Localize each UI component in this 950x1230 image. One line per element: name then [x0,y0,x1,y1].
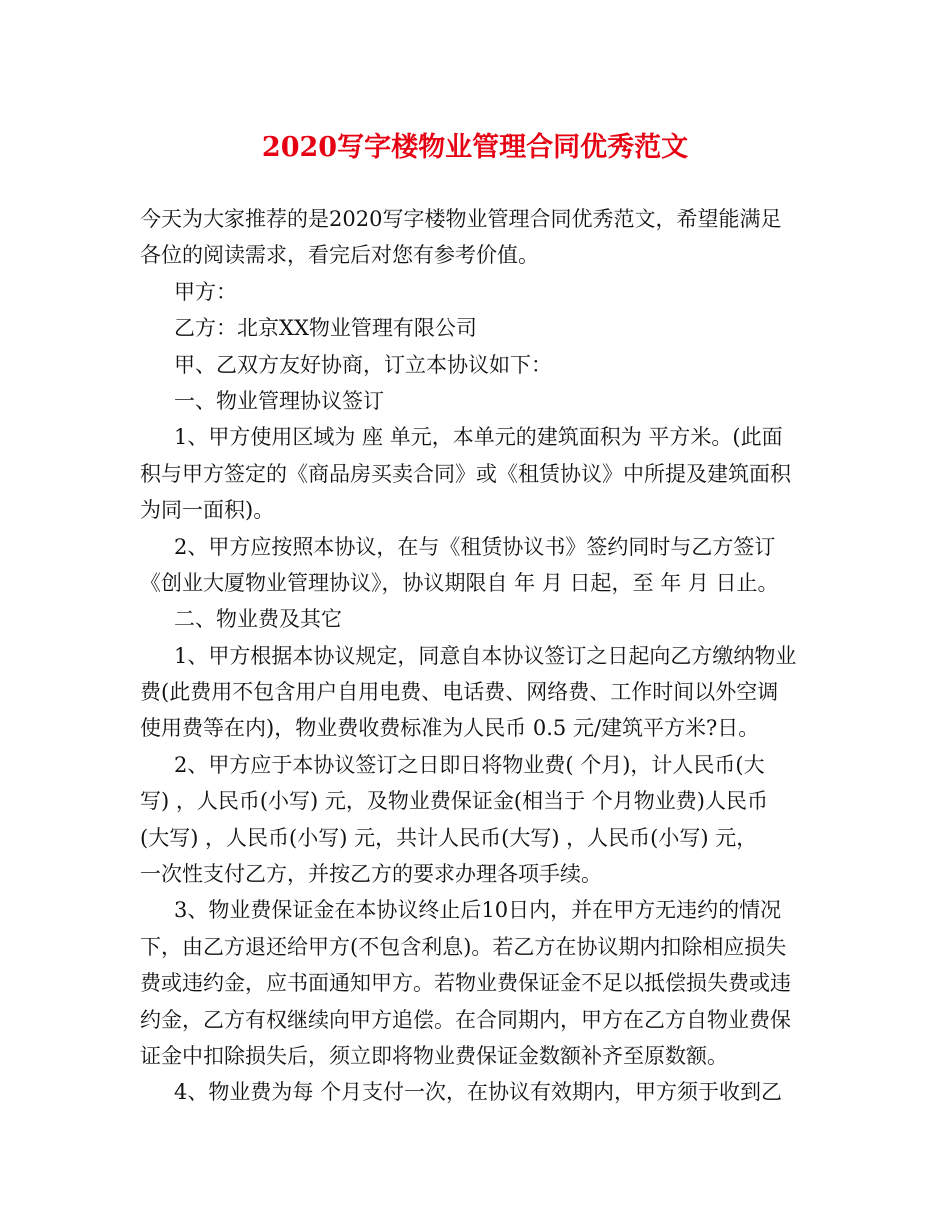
document-title: 2020写字楼物业管理合同优秀范文 [261,132,689,163]
paragraph-line: 积与甲方签定的《商品房买卖合同》或《租赁协议》中所提及建筑面积 [140,461,791,486]
paragraph-line: 《创业大厦物业管理协议》，协议期限自 年 月 日起，至 年 月 日止。 [140,570,779,595]
paragraph [140,747,820,893]
paragraph-line: 费(此费用不包含用户自用电费、电话费、网络费、工作时间以外空调 [140,680,779,705]
paragraph-line: 证金中扣除损失后，须立即将物业费保证金数额补齐至原数额。 [140,1043,728,1068]
paragraph-line: 为同一面积)。 [140,498,275,523]
paragraph [140,383,820,419]
paragraph-line: 写) ，人民币(小写) 元，及物业费保证金(相当于 个月物业费)人民币 [140,789,768,814]
paragraph-line: 甲、乙双方友好协商，订立本协议如下： [174,352,552,377]
paragraph [140,201,820,274]
paragraph [140,274,820,310]
paragraph [140,419,820,528]
document-body [140,201,820,1111]
paragraph-line: 下，由乙方退还给甲方(不包含利息)。若乙方在协议期内扣除相应损失 [140,934,787,959]
paragraph-line: 4、物业费为每 个月支付一次，在协议有效期内，甲方须于收到乙 [174,1080,783,1105]
paragraph-line: 今天为大家推荐的是2020写字楼物业管理合同优秀范文，希望能满足 [140,207,782,231]
paragraph [140,892,820,1074]
paragraph [140,529,820,602]
paragraph-line: (大写) ，人民币(小写) 元，共计人民币(大写) ，人民币(小写) 元， [140,825,758,850]
paragraph-line: 3、物业费保证金在本协议终止后10日内，并在甲方无违约的情况 [174,898,782,923]
paragraph [140,638,820,747]
paragraph-line: 约金，乙方有权继续向甲方追偿。在合同期内，甲方在乙方自物业费保 [140,1007,791,1032]
paragraph [140,601,820,637]
paragraph-line: 2、甲方应按照本协议，在与《租赁协议书》签约同时与乙方签订 [174,534,776,559]
paragraph-line: 一、物业管理协议签订 [174,388,384,413]
paragraph-line: 1、甲方根据本协议规定，同意自本协议签订之日起向乙方缴纳物业 [174,643,797,668]
paragraph-line: 费或违约金，应书面通知甲方。若物业费保证金不足以抵偿损失费或违 [140,971,791,996]
paragraph-line: 各位的阅读需求，看完后对您有参考价值。 [140,243,539,268]
paragraph-line: 一次性支付乙方，并按乙方的要求办理各项手续。 [140,862,602,887]
paragraph-line: 2、甲方应于本协议签订之日即日将物业费( 个月)，计人民币(大 [174,752,765,777]
paragraph [140,1074,820,1110]
paragraph-line: 甲方： [174,279,237,304]
paragraph-line: 乙方：北京XX物业管理有限公司 [174,316,477,341]
paragraph-line: 1、甲方使用区域为 座 单元，本单元的建筑面积为 平方米。(此面 [174,425,783,450]
paragraph-line: 二、物业费及其它 [174,607,342,632]
paragraph-line: 使用费等在内)，物业费收费标准为人民币 0.5 元/建筑平方米?日。 [140,716,760,741]
paragraph [140,347,820,383]
paragraph [140,310,820,346]
